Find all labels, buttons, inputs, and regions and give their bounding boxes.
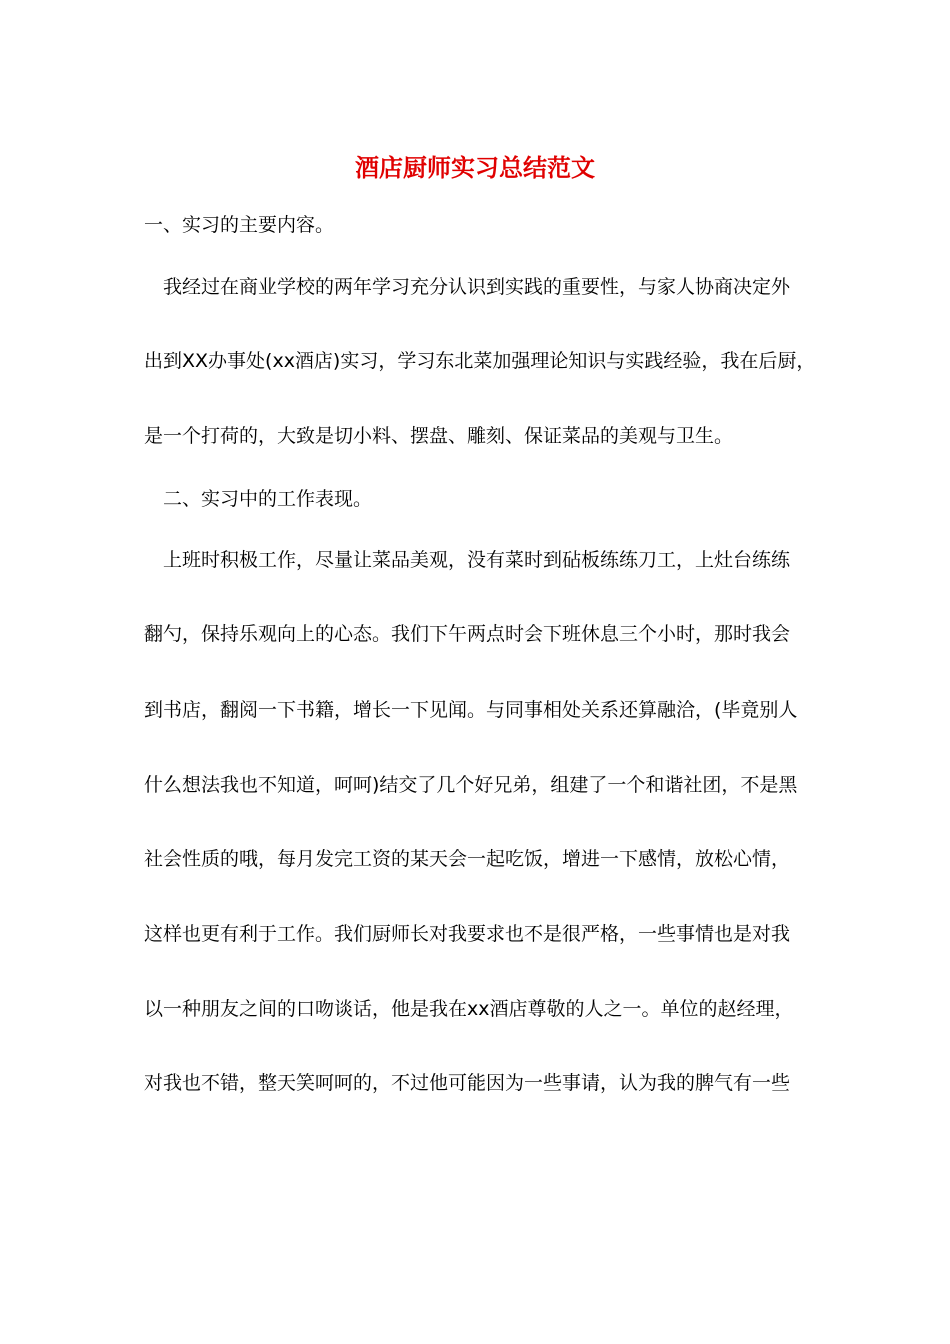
paragraph-line: 是一个打荷的，大致是切小料、摆盘、雕刻、保证菜品的美观与卫生。 (144, 425, 734, 447)
paragraph-line: 对我也不错，整天笑呵呵的，不过他可能因为一些事请，认为我的脾气有一些 (144, 1072, 791, 1094)
paragraph-line: 到书店，翻阅一下书籍，增长一下见闻。与同事相处关系还算融洽，(毕竟别人 (144, 699, 798, 721)
paragraph-line: 翻勺，保持乐观向上的心态。我们下午两点时会下班休息三个小时，那时我会 (144, 623, 791, 645)
paragraph-line: 以一种朋友之间的口吻谈话，他是我在xx酒店尊敬的人之一。单位的赵经理， (144, 998, 794, 1020)
paragraph-line: 社会性质的哦，每月发完工资的某天会一起吃饭，增进一下感情，放松心情， (144, 848, 791, 870)
paragraph-line: 什么想法我也不知道，呵呵)结交了几个好兄弟，组建了一个和谐社团，不是黑 (144, 774, 798, 796)
section-heading-2: 二、实习中的工作表现。 (163, 488, 373, 510)
paragraph-line: 上班时积极工作，尽量让菜品美观，没有菜时到砧板练练刀工，上灶台练练 (163, 549, 791, 571)
paragraph-line: 我经过在商业学校的两年学习充分认识到实践的重要性，与家人协商决定外 (163, 276, 791, 298)
section-heading-1: 一、实习的主要内容。 (144, 214, 335, 236)
document-title: 酒店厨师实习总结范文 (355, 153, 595, 182)
paragraph-line: 出到XX办事处(xx酒店)实习，学习东北菜加强理论知识与实践经验，我在后厨， (144, 350, 816, 372)
paragraph-line: 这样也更有利于工作。我们厨师长对我要求也不是很严格，一些事情也是对我 (144, 923, 791, 945)
